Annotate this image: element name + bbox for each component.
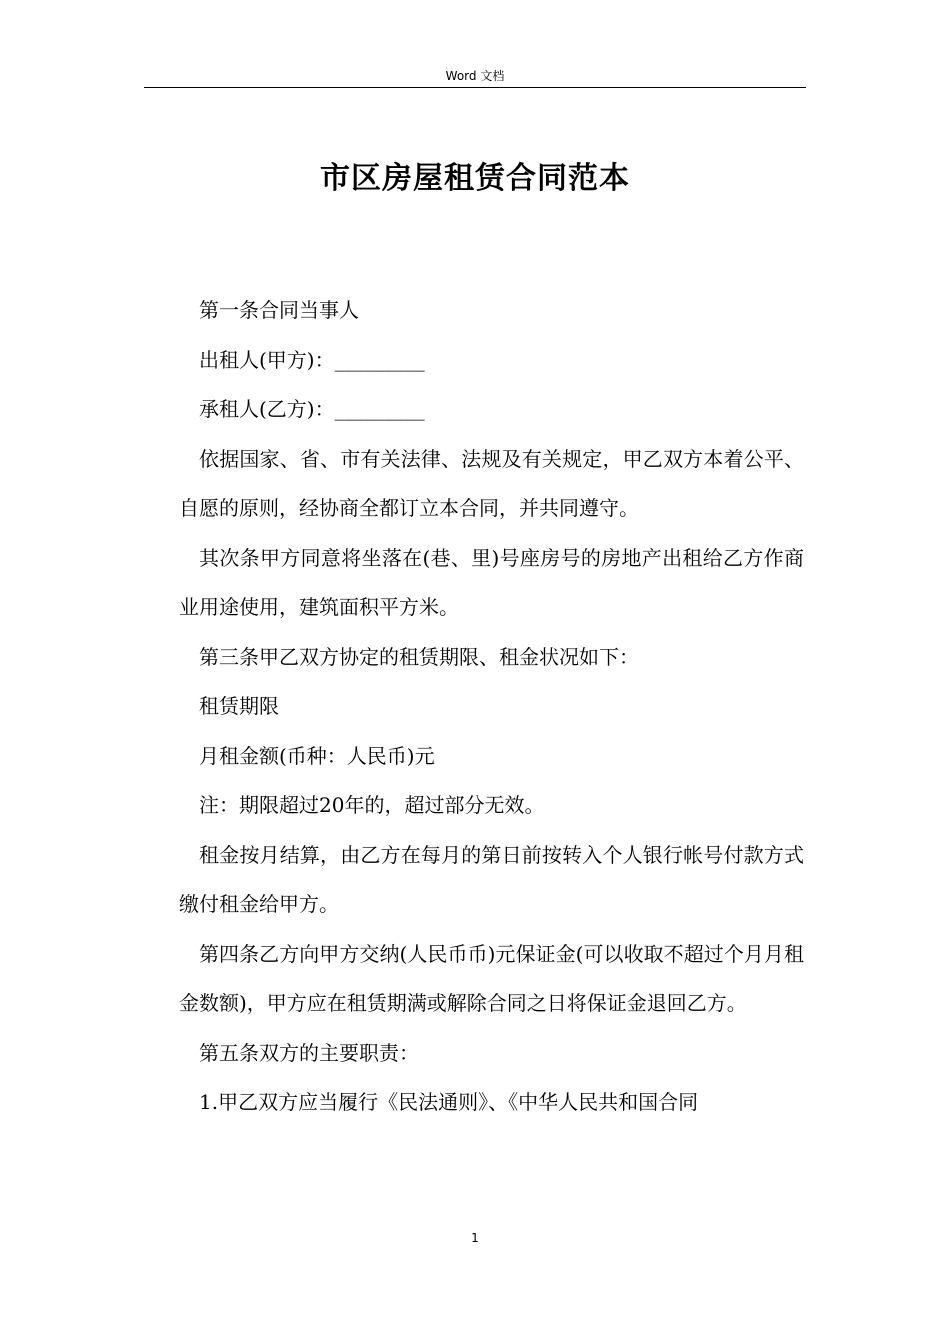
paragraph: 承租人(乙方)：_________ [199, 397, 425, 421]
paragraph: 第三条甲乙双方协定的租赁期限、租金状况如下： [199, 644, 639, 669]
paragraph: 第四条乙方向甲方交纳(人民币币)元保证金(可以收取不超过个月月租金数额)，甲方应在租赁期满或解除合同之日将保证金退回乙方。 [179, 941, 804, 1015]
paragraph: 出租人(甲方)：_________ [199, 347, 425, 372]
page-header: Word 文档 [445, 69, 505, 83]
header-divider [144, 87, 806, 88]
paragraph: 月租金额(币种：人民币)元 [199, 743, 435, 768]
document-body [179, 286, 804, 1128]
paragraph: 其次条甲方同意将坐落在(巷、里)号座房号的房地产出租给乙方作商业用途使用，建筑面积平方米。 [179, 545, 804, 619]
page-number: 1 [471, 1231, 479, 1245]
paragraph: 1.甲乙双方应当履行《民法通则》、《中华人民共和国合同 [199, 1090, 699, 1114]
paragraph: 第一条合同当事人 [199, 298, 359, 322]
paragraph: 租赁期限 [199, 694, 279, 718]
paragraph: 依据国家、省、市有关法律、法规及有关规定，甲乙双方本着公平、自愿的原则，经协商全都订立本合同，并共同遵守。 [179, 446, 804, 520]
document-title: 市区房屋租赁合同范本 [320, 161, 630, 196]
paragraph: 租金按月结算，由乙方在每月的第日前按转入个人银行帐号付款方式缴付租金给甲方。 [179, 842, 804, 916]
paragraph: 第五条双方的主要职责： [199, 1040, 419, 1065]
paragraph: 注：期限超过20年的，超过部分无效。 [199, 793, 545, 817]
